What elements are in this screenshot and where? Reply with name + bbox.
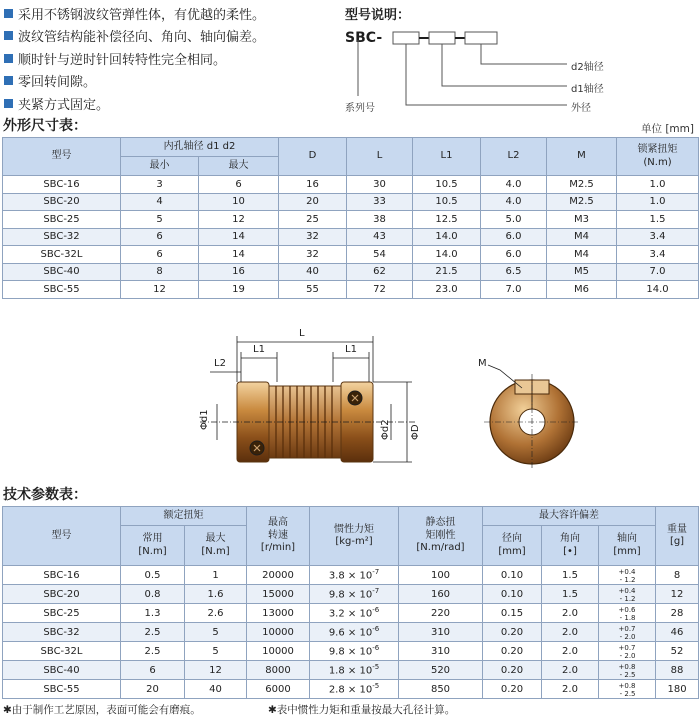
- table-cell: 55: [279, 281, 347, 299]
- table-cell: 2.0: [542, 604, 599, 623]
- feature-item: 波纹管结构能补偿径向、角向、轴向偏差。: [4, 25, 334, 48]
- table-cell: 16: [199, 263, 279, 281]
- table-cell: $1.8 \times 10^{-5}$: [310, 661, 399, 680]
- table-cell: SBC-32L: [3, 642, 121, 661]
- table-cell: 180: [656, 680, 699, 699]
- table-cell: 6.5: [481, 263, 547, 281]
- table-cell: M2.5: [547, 193, 617, 211]
- table-cell: $9.8 \times 10^{-6}$: [310, 642, 399, 661]
- col-rated-torque: 额定扭矩: [121, 507, 247, 526]
- table-row: [3, 623, 699, 642]
- model-explanation-title: 型号说明：: [345, 8, 411, 23]
- table-cell: M3: [547, 211, 617, 229]
- table-cell: 19: [199, 281, 279, 299]
- table-cell: 0.10: [483, 566, 542, 585]
- dim-D-label: ΦD: [410, 424, 421, 440]
- col-L: L: [347, 138, 413, 176]
- table-cell: 23.0: [413, 281, 481, 299]
- feature-item: 零回转间隙。: [4, 70, 334, 93]
- table-cell: 14.0: [413, 246, 481, 264]
- table-row: [3, 228, 699, 246]
- table-cell: 6: [121, 228, 199, 246]
- bullet-icon: [4, 76, 13, 85]
- col-speed: 最高 转速 [r/min]: [247, 507, 310, 566]
- table-cell: 10.5: [413, 176, 481, 194]
- table-cell: 12: [656, 585, 699, 604]
- table-cell: 850: [399, 680, 483, 699]
- table-cell: 10000: [247, 642, 310, 661]
- table-cell: SBC-55: [3, 281, 121, 299]
- table-cell: 5: [121, 211, 199, 229]
- table-cell: 2.5: [121, 623, 185, 642]
- table-cell: 1: [185, 566, 247, 585]
- col-bore: 内孔轴径 d1 d2: [121, 138, 279, 157]
- table-cell: 15000: [247, 585, 310, 604]
- table-cell: +0.7 - 2.0: [599, 623, 656, 642]
- table-cell: 0.10: [483, 585, 542, 604]
- table-cell: 12: [121, 281, 199, 299]
- table-cell: 0.20: [483, 661, 542, 680]
- label-outer-diameter: 外径: [571, 103, 591, 114]
- table-cell: 4.0: [481, 193, 547, 211]
- code-box-d2: [465, 32, 497, 44]
- table-cell: 1.3: [121, 604, 185, 623]
- technical-table: [2, 506, 699, 699]
- table-cell: 40: [279, 263, 347, 281]
- bullet-icon: [4, 54, 13, 63]
- table-cell: 8: [121, 263, 199, 281]
- bullet-icon: [4, 99, 13, 108]
- table-cell: M5: [547, 263, 617, 281]
- table-cell: 13000: [247, 604, 310, 623]
- table-cell: 6: [199, 176, 279, 194]
- table-cell: SBC-20: [3, 585, 121, 604]
- col-misalignment: 最大容许偏差: [483, 507, 656, 526]
- table-row: [3, 566, 699, 585]
- coupling-drawings: [0, 318, 700, 478]
- label-d2-shaft: d2轴径: [571, 62, 604, 73]
- col-D: D: [279, 138, 347, 176]
- table-cell: M4: [547, 246, 617, 264]
- technical-title: 技术参数表：: [3, 487, 87, 503]
- table-cell: 12: [185, 661, 247, 680]
- table-cell: 5: [185, 642, 247, 661]
- table-cell: 25: [279, 211, 347, 229]
- table-cell: $2.8 \times 10^{-5}$: [310, 680, 399, 699]
- table-cell: SBC-55: [3, 680, 121, 699]
- label-d1-shaft: d1轴径: [571, 84, 604, 95]
- table-cell: 4: [121, 193, 199, 211]
- feature-list: [4, 2, 334, 115]
- table-cell: 14.0: [617, 281, 699, 299]
- table-cell: 62: [347, 263, 413, 281]
- table-cell: 33: [347, 193, 413, 211]
- table-cell: 28: [656, 604, 699, 623]
- table-row: [3, 211, 699, 229]
- dim-L2-label: L2: [214, 358, 226, 369]
- table-cell: 6.0: [481, 246, 547, 264]
- label-series-number: 系列号: [345, 103, 375, 114]
- col-M: M: [547, 138, 617, 176]
- col-angular: 角向 [•]: [542, 526, 599, 566]
- table-cell: M4: [547, 228, 617, 246]
- table-cell: SBC-40: [3, 661, 121, 680]
- table-cell: 12.5: [413, 211, 481, 229]
- table-cell: 72: [347, 281, 413, 299]
- table-cell: SBC-20: [3, 193, 121, 211]
- table-cell: +0.8 - 2.5: [599, 661, 656, 680]
- table-cell: +0.6 - 1.8: [599, 604, 656, 623]
- table-cell: M2.5: [547, 176, 617, 194]
- table-cell: 14.0: [413, 228, 481, 246]
- table-cell: 6.0: [481, 228, 547, 246]
- table-cell: 8: [656, 566, 699, 585]
- table-cell: 4.0: [481, 176, 547, 194]
- table-cell: 160: [399, 585, 483, 604]
- table-cell: 1.5: [542, 566, 599, 585]
- table-cell: 20: [121, 680, 185, 699]
- table-cell: 0.8: [121, 585, 185, 604]
- table-cell: 1.6: [185, 585, 247, 604]
- table-cell: 2.0: [542, 623, 599, 642]
- table-cell: $9.6 \times 10^{-6}$: [310, 623, 399, 642]
- dim-d2-label: Φd2: [380, 419, 391, 440]
- dim-L1-right-label: L1: [345, 344, 357, 355]
- table-cell: 12: [199, 211, 279, 229]
- feature-item: 夹紧方式固定。: [4, 92, 334, 115]
- table-cell: 0.20: [483, 642, 542, 661]
- table-cell: 10: [199, 193, 279, 211]
- table-cell: $9.8 \times 10^{-7}$: [310, 585, 399, 604]
- table-cell: 6000: [247, 680, 310, 699]
- footnote-calculation: ✱表中惯性力矩和重量按最大孔径计算。: [268, 704, 456, 716]
- col-max: 最大 [N.m]: [185, 526, 247, 566]
- table-cell: 3: [121, 176, 199, 194]
- table-cell: 6: [121, 246, 199, 264]
- col-radial: 径向 [mm]: [483, 526, 542, 566]
- table-row: [3, 246, 699, 264]
- code-box-outer: [393, 32, 419, 44]
- table-cell: 1.0: [617, 176, 699, 194]
- col-bore-max: 最大: [199, 157, 279, 176]
- table-cell: SBC-25: [3, 211, 121, 229]
- table-cell: 220: [399, 604, 483, 623]
- table-cell: 16: [279, 176, 347, 194]
- table-cell: SBC-32: [3, 623, 121, 642]
- table-cell: 310: [399, 642, 483, 661]
- footnote-surface: ✱由于制作工艺原因，表面可能会有磨痕。: [3, 704, 201, 716]
- model-code-diagram: [345, 4, 695, 119]
- table-cell: 14: [199, 246, 279, 264]
- col-axial: 轴向 [mm]: [599, 526, 656, 566]
- table-cell: 10.5: [413, 193, 481, 211]
- table-cell: 2.6: [185, 604, 247, 623]
- table-cell: 1.0: [617, 193, 699, 211]
- dimensions-table: [2, 137, 699, 299]
- table-cell: 43: [347, 228, 413, 246]
- table-cell: 20000: [247, 566, 310, 585]
- dimensions-title: 外形尺寸表：: [3, 118, 87, 134]
- col-inertia: 惯性力矩 [kg-m²]: [310, 507, 399, 566]
- table-cell: +0.8 - 2.5: [599, 680, 656, 699]
- col-torque: 锁紧扭矩 (N.m): [617, 138, 699, 176]
- col-normal: 常用 [N.m]: [121, 526, 185, 566]
- table-cell: 2.0: [542, 680, 599, 699]
- table-cell: 1.5: [542, 585, 599, 604]
- table-cell: $3.8 \times 10^{-7}$: [310, 566, 399, 585]
- table-cell: 88: [656, 661, 699, 680]
- table-cell: 520: [399, 661, 483, 680]
- table-cell: SBC-40: [3, 263, 121, 281]
- table-cell: 8000: [247, 661, 310, 680]
- table-cell: 10000: [247, 623, 310, 642]
- table-cell: SBC-32: [3, 228, 121, 246]
- code-box-d1: [429, 32, 455, 44]
- table-row: [3, 585, 699, 604]
- model-code-prefix: SBC-: [345, 30, 383, 46]
- end-view: [484, 365, 580, 470]
- table-cell: 7.0: [481, 281, 547, 299]
- table-cell: $3.2 \times 10^{-6}$: [310, 604, 399, 623]
- col-model: 型号: [3, 507, 121, 566]
- bullet-icon: [4, 9, 13, 18]
- col-weight: 重量 [g]: [656, 507, 699, 566]
- table-cell: 2.0: [542, 642, 599, 661]
- table-cell: 5: [185, 623, 247, 642]
- table-cell: 30: [347, 176, 413, 194]
- table-row: [3, 661, 699, 680]
- table-cell: 6: [121, 661, 185, 680]
- table-cell: M6: [547, 281, 617, 299]
- dim-L-label: L: [299, 328, 305, 339]
- table-cell: 3.4: [617, 246, 699, 264]
- table-cell: 20: [279, 193, 347, 211]
- table-row: [3, 193, 699, 211]
- table-row: [3, 281, 699, 299]
- table-cell: 21.5: [413, 263, 481, 281]
- table-cell: 32: [279, 228, 347, 246]
- table-cell: 2.5: [121, 642, 185, 661]
- table-cell: 40: [185, 680, 247, 699]
- table-row: [3, 604, 699, 623]
- table-row: [3, 176, 699, 194]
- table-cell: 14: [199, 228, 279, 246]
- dim-L1-left-label: L1: [253, 344, 265, 355]
- dim-M-label: M: [478, 358, 487, 369]
- col-L2: L2: [481, 138, 547, 176]
- table-cell: 0.15: [483, 604, 542, 623]
- dimensions-unit: 单位 [mm]: [641, 123, 694, 135]
- feature-item: 顺时针与逆时针回转特性完全相同。: [4, 47, 334, 70]
- table-cell: +0.7 - 2.0: [599, 642, 656, 661]
- table-cell: +0.4 - 1.2: [599, 585, 656, 604]
- table-cell: 7.0: [617, 263, 699, 281]
- side-view: [200, 336, 415, 462]
- table-cell: 52: [656, 642, 699, 661]
- table-cell: 46: [656, 623, 699, 642]
- table-cell: 5.0: [481, 211, 547, 229]
- table-cell: 1.5: [617, 211, 699, 229]
- table-cell: SBC-32L: [3, 246, 121, 264]
- feature-item: 采用不锈钢波纹管弹性体，有优越的柔性。: [4, 2, 334, 25]
- table-cell: SBC-16: [3, 176, 121, 194]
- col-model: 型号: [3, 138, 121, 176]
- table-cell: 2.0: [542, 661, 599, 680]
- table-cell: SBC-25: [3, 604, 121, 623]
- table-row: [3, 642, 699, 661]
- dim-d1-label: Φd1: [199, 409, 210, 430]
- table-row: [3, 680, 699, 699]
- col-L1: L1: [413, 138, 481, 176]
- table-row: [3, 263, 699, 281]
- table-cell: 0.20: [483, 680, 542, 699]
- table-cell: +0.4 - 1.2: [599, 566, 656, 585]
- table-cell: SBC-16: [3, 566, 121, 585]
- table-cell: 0.20: [483, 623, 542, 642]
- table-cell: 32: [279, 246, 347, 264]
- table-cell: 54: [347, 246, 413, 264]
- table-cell: 310: [399, 623, 483, 642]
- table-cell: 3.4: [617, 228, 699, 246]
- table-cell: 0.5: [121, 566, 185, 585]
- model-explanation: [345, 4, 695, 119]
- col-stiffness: 静态扭 矩刚性 [N.m/rad]: [399, 507, 483, 566]
- table-cell: 100: [399, 566, 483, 585]
- table-cell: 38: [347, 211, 413, 229]
- col-bore-min: 最小: [121, 157, 199, 176]
- bullet-icon: [4, 31, 13, 40]
